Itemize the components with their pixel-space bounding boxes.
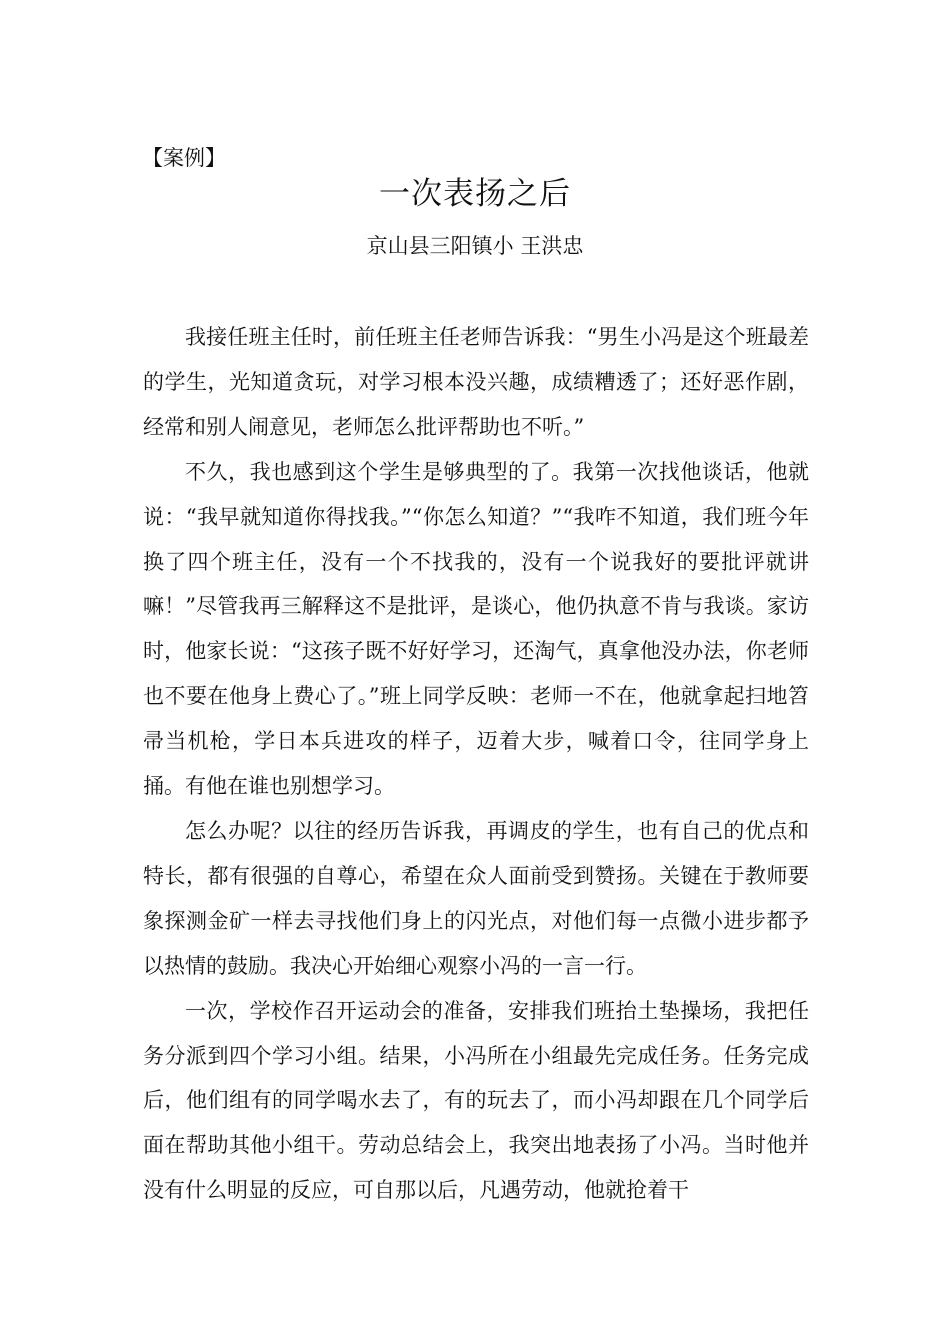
article-title: 一次表扬之后 bbox=[379, 176, 571, 212]
case-tag: 【案例】 bbox=[142, 146, 226, 170]
author-line: 京山县三阳镇小 王洪忠 bbox=[366, 234, 584, 258]
paragraph: 一次，学校作召开运动会的准备，安排我们班抬土垫操场，我把任务分派到四个学习小组。结果，小冯所在小组最先完成任务。任务完成后，他们组有的同学喝水去了，有的玩去了，而小冯却跟在几个同学后面在帮助其他小组干。劳动总结会上，我突出地表扬了小冯。当时他并没有什么明显的反应，可自那以后，凡遇劳动，他就抢着干 bbox=[143, 998, 809, 1203]
article-body bbox=[143, 315, 809, 1213]
paragraph: 我接任班主任时，前任班主任老师告诉我：“男生小冯是这个班最差的学生，光知道贪玩，对学习根本没兴趣，成绩糟透了；还好恶作剧，经常和别人闹意见，老师怎么批评帮助也不听。” bbox=[143, 325, 809, 439]
paragraph: 不久，我也感到这个学生是够典型的了。我第一次找他谈话，他就说：“我早就知道你得找我。”“你怎么知道？”“我咋不知道，我们班今年换了四个班主任，没有一个不找我的，没有一个说我好的要批评就讲嘛！”尽管我再三解释这不是批评，是谈心，他仍执意不肯与我谈。家访时，他家长说：“这孩子既不好好学习，还淘气，真拿他没办法，你老师也不要在他身上费心了。”班上同学反映：老师一不在，他就拿起扫地笤帚当机枪，学日本兵进攻的样子，迈着大步，喊着口令，往同学身上捅。有他在谁也别想学习。 bbox=[143, 459, 809, 799]
paragraph: 怎么办呢？以往的经历告诉我，再调皮的学生，也有自己的优点和特长，都有很强的自尊心，希望在众人面前受到赞扬。关键在于教师要象探测金矿一样去寻找他们身上的闪光点，对他们每一点微小进步都予以热情的鼓励。我决心开始细心观察小冯的一言一行。 bbox=[143, 818, 809, 978]
